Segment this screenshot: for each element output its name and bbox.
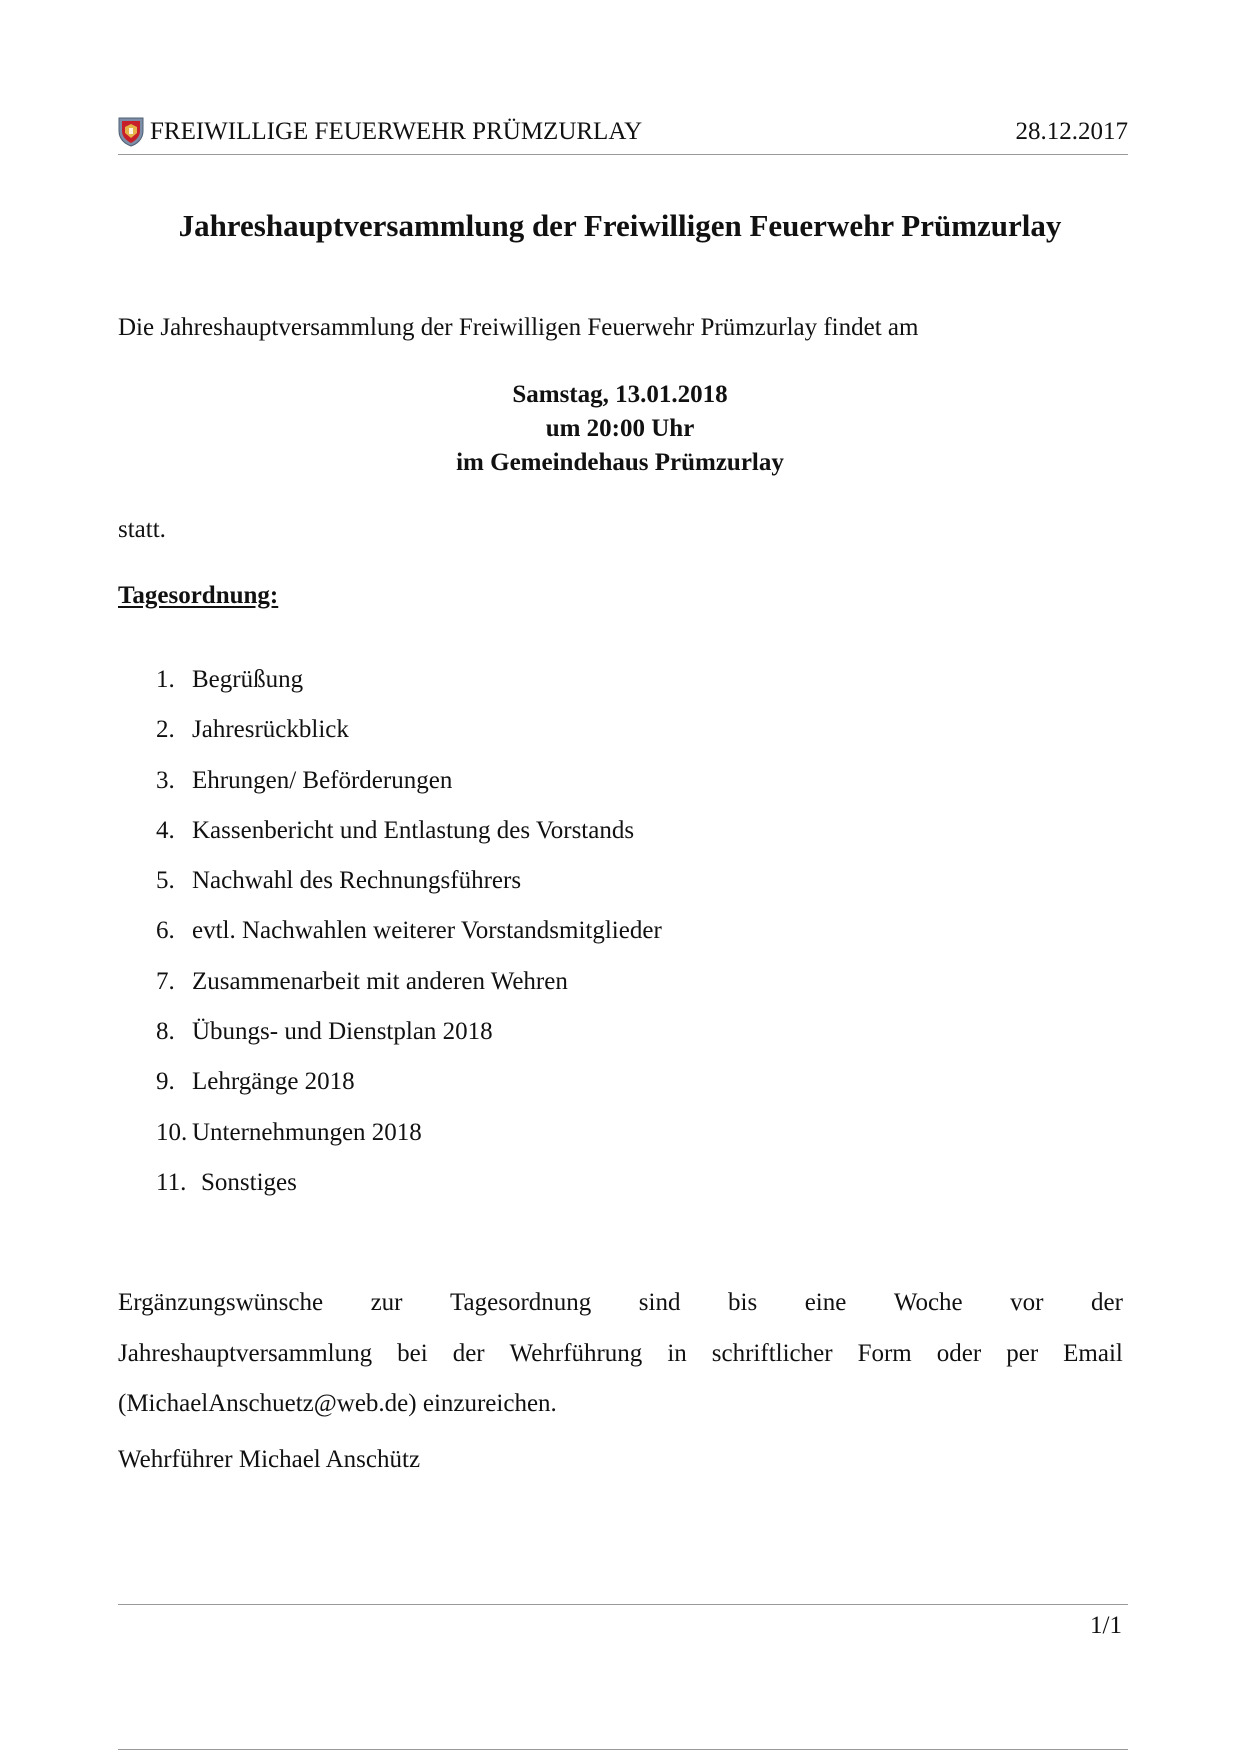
agenda-item-text: Jahresrückblick xyxy=(192,716,349,744)
agenda-item-number: 11. xyxy=(156,1168,187,1196)
closing-word: der xyxy=(1091,1289,1123,1316)
closing-word: Email xyxy=(1063,1339,1123,1367)
page-edge-divider xyxy=(118,1749,1128,1750)
page-number: 1/1 xyxy=(1090,1612,1122,1639)
closing-word: der xyxy=(452,1339,485,1367)
header-organization xyxy=(118,116,642,148)
closing-word: per xyxy=(1006,1339,1039,1367)
agenda-item-number: 8. xyxy=(156,1018,175,1046)
agenda-item-text: Nachwahl des Rechnungsführers xyxy=(192,867,522,895)
closing-word: schriftlicher xyxy=(711,1339,833,1367)
agenda-item xyxy=(156,1014,662,1064)
closing-word: zur xyxy=(370,1289,403,1316)
agenda-item-text: Kassenbericht und Entlastung des Vorstands xyxy=(192,816,635,844)
event-date: Samstag, 13.01.2018 xyxy=(512,381,728,408)
closing-line-3: (MichaelAnschuetz@web.de) einzureichen. xyxy=(118,1390,557,1417)
closing-word: Jahreshauptversammlung xyxy=(118,1339,373,1367)
agenda-item-text: Übungs- und Dienstplan 2018 xyxy=(192,1018,493,1046)
agenda-item-text: Unternehmungen 2018 xyxy=(192,1118,422,1146)
agenda-item xyxy=(156,813,662,863)
header-organization-name: FREIWILLIGE FEUERWEHR PRÜMZURLAY xyxy=(150,118,643,145)
agenda-item xyxy=(156,712,662,762)
closing-word: bis xyxy=(728,1289,758,1316)
agenda-item xyxy=(156,1165,662,1215)
agenda-heading: Tagesordnung: xyxy=(118,582,279,609)
agenda-item-number: 5. xyxy=(156,867,175,895)
agenda-item xyxy=(156,1064,662,1114)
agenda-item xyxy=(156,913,662,963)
agenda-item-text: Lehrgänge 2018 xyxy=(192,1068,355,1096)
agenda-item-number: 2. xyxy=(156,716,175,744)
closing-line-2 xyxy=(118,1329,1123,1380)
agenda-item-number: 6. xyxy=(156,917,175,945)
event-place: im Gemeindehaus Prümzurlay xyxy=(456,449,784,476)
closing-word: Ergänzungswünsche xyxy=(118,1289,324,1316)
signature: Wehrführer Michael Anschütz xyxy=(118,1446,421,1473)
document-title: Jahreshauptversammlung der Freiwilligen Feuerwehr Prümzurlay xyxy=(178,208,1062,243)
agenda-item-number: 9. xyxy=(156,1068,175,1096)
agenda-item-number: 3. xyxy=(156,766,175,794)
event-time: um 20:00 Uhr xyxy=(545,415,695,442)
fire-brigade-crest-icon xyxy=(118,117,144,147)
agenda-item xyxy=(156,763,662,813)
agenda-item-text: Ehrungen/ Beförderungen xyxy=(192,766,453,794)
closing-word: eine xyxy=(804,1289,847,1316)
closing-line-1 xyxy=(118,1278,1123,1329)
header-divider xyxy=(118,154,1128,155)
intro-text: Die Jahreshauptversammlung der Freiwilligen Feuerwehr Prümzurlay findet am xyxy=(118,314,919,341)
agenda-list xyxy=(156,662,662,1215)
closing-word: Form xyxy=(857,1339,912,1367)
closing-word: Tagesordnung xyxy=(450,1289,592,1316)
closing-word: in xyxy=(667,1339,687,1367)
agenda-item xyxy=(156,964,662,1014)
footer-divider xyxy=(118,1604,1128,1605)
agenda-item-text: Zusammenarbeit mit anderen Wehren xyxy=(192,967,568,995)
closing-paragraph xyxy=(118,1278,1123,1430)
event-details xyxy=(0,378,1240,480)
agenda-item-number: 4. xyxy=(156,816,175,844)
agenda-item-number: 1. xyxy=(156,666,175,693)
closing-word: vor xyxy=(1010,1289,1044,1316)
agenda-item-text: Begrüßung xyxy=(192,666,304,693)
agenda-item xyxy=(156,662,662,712)
closing-word: sind xyxy=(638,1289,681,1316)
agenda-item-text: evtl. Nachwahlen weiterer Vorstandsmitglieder xyxy=(192,917,662,945)
header-date: 28.12.2017 xyxy=(1015,118,1128,145)
agenda-item xyxy=(156,863,662,913)
agenda-item-number: 7. xyxy=(156,967,175,995)
page-header xyxy=(118,116,1128,148)
agenda-item-number: 10. xyxy=(156,1118,188,1146)
agenda-item xyxy=(156,1115,662,1165)
closing-word: Woche xyxy=(893,1289,963,1316)
agenda-item-text: Sonstiges xyxy=(201,1168,297,1196)
statt-text: statt. xyxy=(118,516,166,543)
closing-word: bei xyxy=(397,1339,428,1367)
closing-word: oder xyxy=(936,1339,982,1367)
closing-word: Wehrführung xyxy=(509,1339,643,1367)
